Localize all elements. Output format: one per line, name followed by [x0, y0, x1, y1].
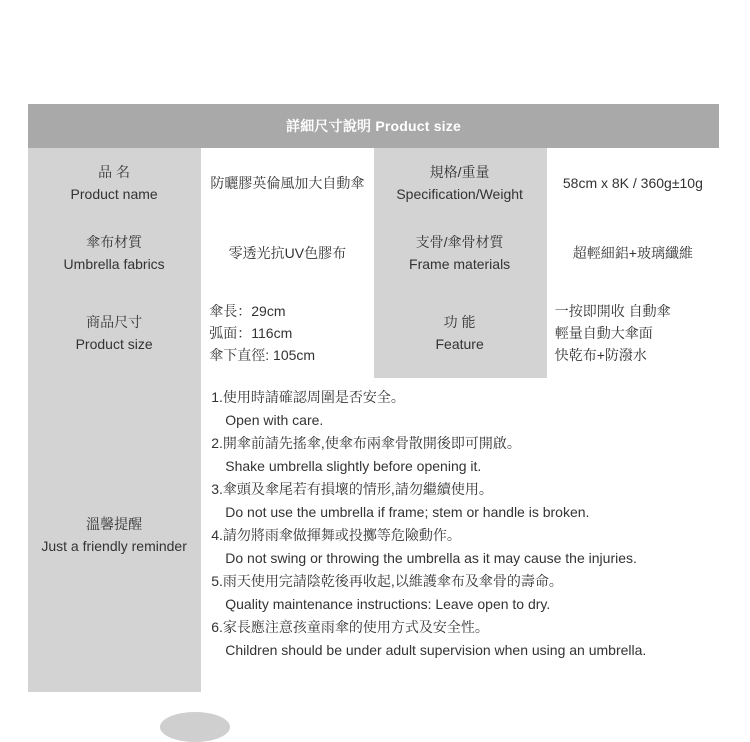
table-header: 詳細尺寸說明 Product size	[28, 104, 719, 148]
frame-material-label	[374, 218, 547, 288]
feature-label	[374, 288, 547, 378]
reminder-zh: 2.開傘前請先搖傘,使傘布兩傘骨散開後即可開啟。	[211, 435, 521, 451]
reminder-zh: 1.使用時請確認周圍是否安全。	[211, 389, 405, 405]
reminder-zh: 3.傘頭及傘尾若有損壞的情形,請勿繼續使用。	[211, 481, 493, 497]
label-zh: 品 名	[98, 164, 131, 180]
label-zh: 溫馨提醒	[86, 516, 143, 532]
feature-line: 快乾布+防潑水	[554, 347, 647, 363]
table-row	[28, 378, 719, 692]
size-line: 傘長：29cm	[209, 303, 286, 319]
reminder-list	[201, 378, 719, 692]
reminder-en: Open with care.	[225, 412, 324, 428]
reminder-zh: 6.家長應注意孩童雨傘的使用方式及安全性。	[211, 619, 489, 635]
reminder-en: Do not use the umbrella if frame; stem or handle is broken.	[225, 504, 590, 520]
label-en: Frame materials	[409, 256, 511, 272]
label-zh: 傘布材質	[86, 234, 143, 250]
decorative-shape	[160, 712, 230, 742]
size-line: 弧面：116cm	[209, 325, 293, 341]
label-en: Specification/Weight	[396, 186, 523, 202]
table-row	[28, 148, 719, 218]
product-size-label	[28, 288, 201, 378]
product-size-value	[201, 288, 374, 378]
table-row	[28, 218, 719, 288]
feature-line: 一按即開收 自動傘	[554, 303, 671, 319]
fabric-value: 零透光抗UV色膠布	[201, 218, 374, 288]
label-en: Umbrella fabrics	[63, 256, 165, 272]
product-spec-table	[28, 104, 719, 692]
label-en: Just a friendly reminder	[41, 538, 187, 554]
spec-weight-label	[374, 148, 547, 218]
reminder-zh: 5.雨天使用完請陰乾後再收起,以維護傘布及傘骨的壽命。	[211, 573, 563, 589]
product-name-label	[28, 148, 201, 218]
label-en: Product name	[70, 186, 158, 202]
label-zh: 商品尺寸	[86, 314, 143, 330]
label-en: Product size	[75, 336, 153, 352]
label-zh: 功 能	[443, 314, 476, 330]
product-name-value: 防曬膠英倫風加大自動傘	[201, 148, 374, 218]
reminder-en: Shake umbrella slightly before opening it.	[225, 458, 482, 474]
label-zh: 規格/重量	[429, 164, 490, 180]
reminder-zh: 4.請勿將雨傘做揮舞或投擲等危險動作。	[211, 527, 461, 543]
feature-line: 輕量自動大傘面	[554, 325, 653, 341]
spec-weight-value: 58cm x 8K / 360g±10g	[546, 148, 719, 218]
reminder-en: Quality maintenance instructions: Leave open to dry.	[225, 596, 551, 612]
reminder-en: Children should be under adult supervision when using an umbrella.	[225, 642, 647, 658]
reminder-label	[28, 378, 201, 692]
label-zh: 支骨/傘骨材質	[415, 234, 504, 250]
fabric-label	[28, 218, 201, 288]
reminder-en: Do not swing or throwing the umbrella as it may cause the injuries.	[225, 550, 637, 566]
table-row	[28, 288, 719, 378]
frame-material-value: 超輕細鋁+玻璃纖維	[546, 218, 719, 288]
label-en: Feature	[435, 336, 484, 352]
feature-value	[546, 288, 719, 378]
size-line: 傘下直徑: 105cm	[209, 347, 316, 363]
